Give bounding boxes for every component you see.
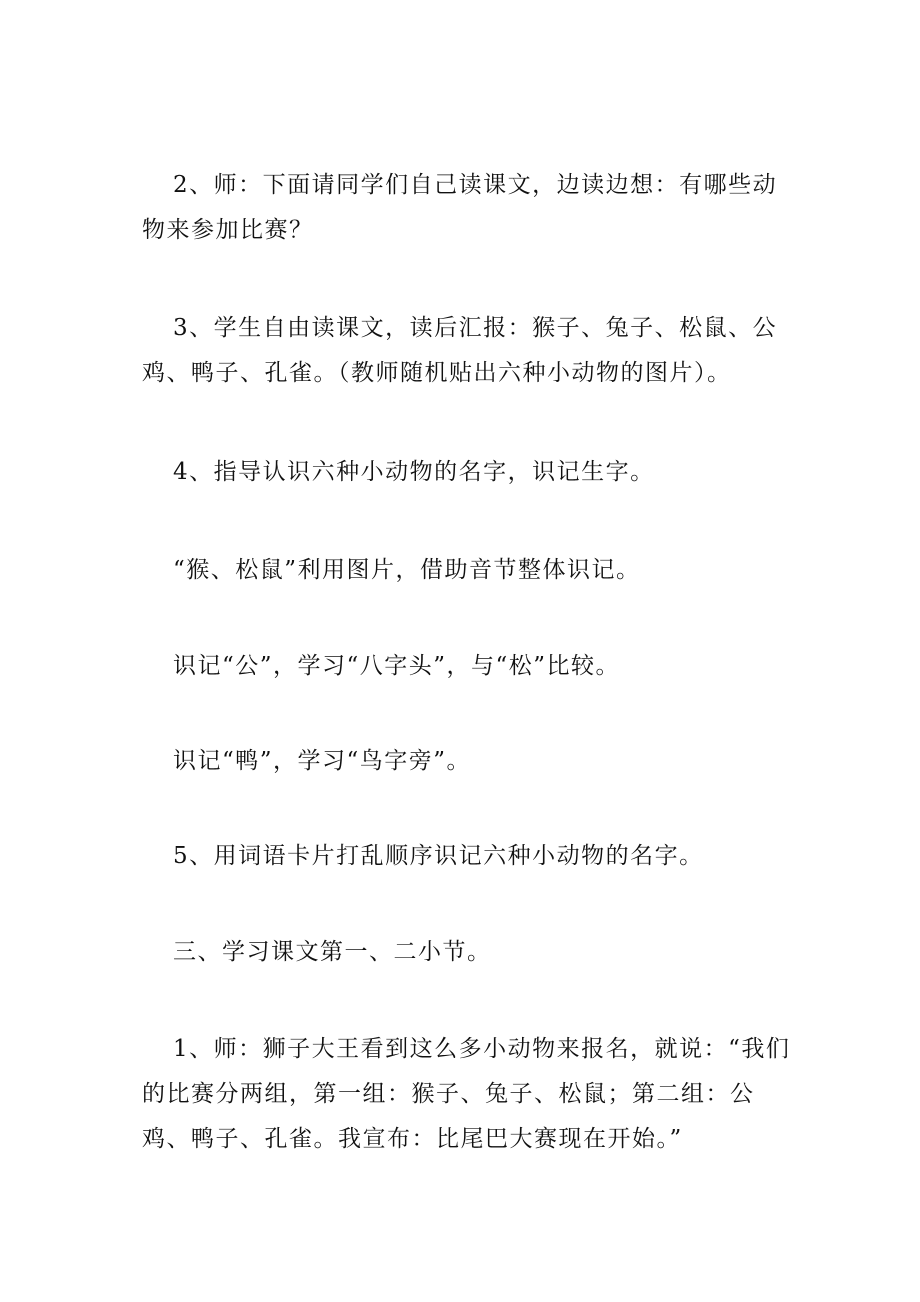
paragraph-recognize-monkey-squirrel: “猴、松鼠”利用图片，借助音节整体识记。 (173, 557, 641, 583)
paragraph-section3-step-1: 1、师：狮子大王看到这么多小动物来报名，就说：“我们的比赛分两组，第一组：猴子、兔子、松鼠；第二组：公鸡、鸭子、孔雀。我宣布：比尾巴大赛现在开始。” (142, 1036, 791, 1152)
section-heading-three: 三、学习课文第一、二小节。 (173, 939, 492, 965)
paragraph-step-5: 5、用词语卡片打乱顺序识记六种小动物的名字。 (173, 843, 704, 869)
paragraph-step-2: 2、师：下面请同学们自己读课文，边读边想：有哪些动物来参加比赛？ (142, 172, 778, 243)
paragraph-recognize-ya: 识记“鸭”，学习“鸟字旁”。 (173, 748, 472, 774)
paragraph-step-4: 4、指导认识六种小动物的名字，识记生字。 (173, 459, 655, 485)
paragraph-recognize-gong: 识记“公”，学习“八字头”，与“松”比较。 (173, 653, 621, 679)
paragraph-step-3: 3、学生自由读课文，读后汇报：猴子、兔子、松鼠、公鸡、鸭子、孔雀。（教师随机贴出六种小动物的图片）。 (142, 315, 778, 386)
